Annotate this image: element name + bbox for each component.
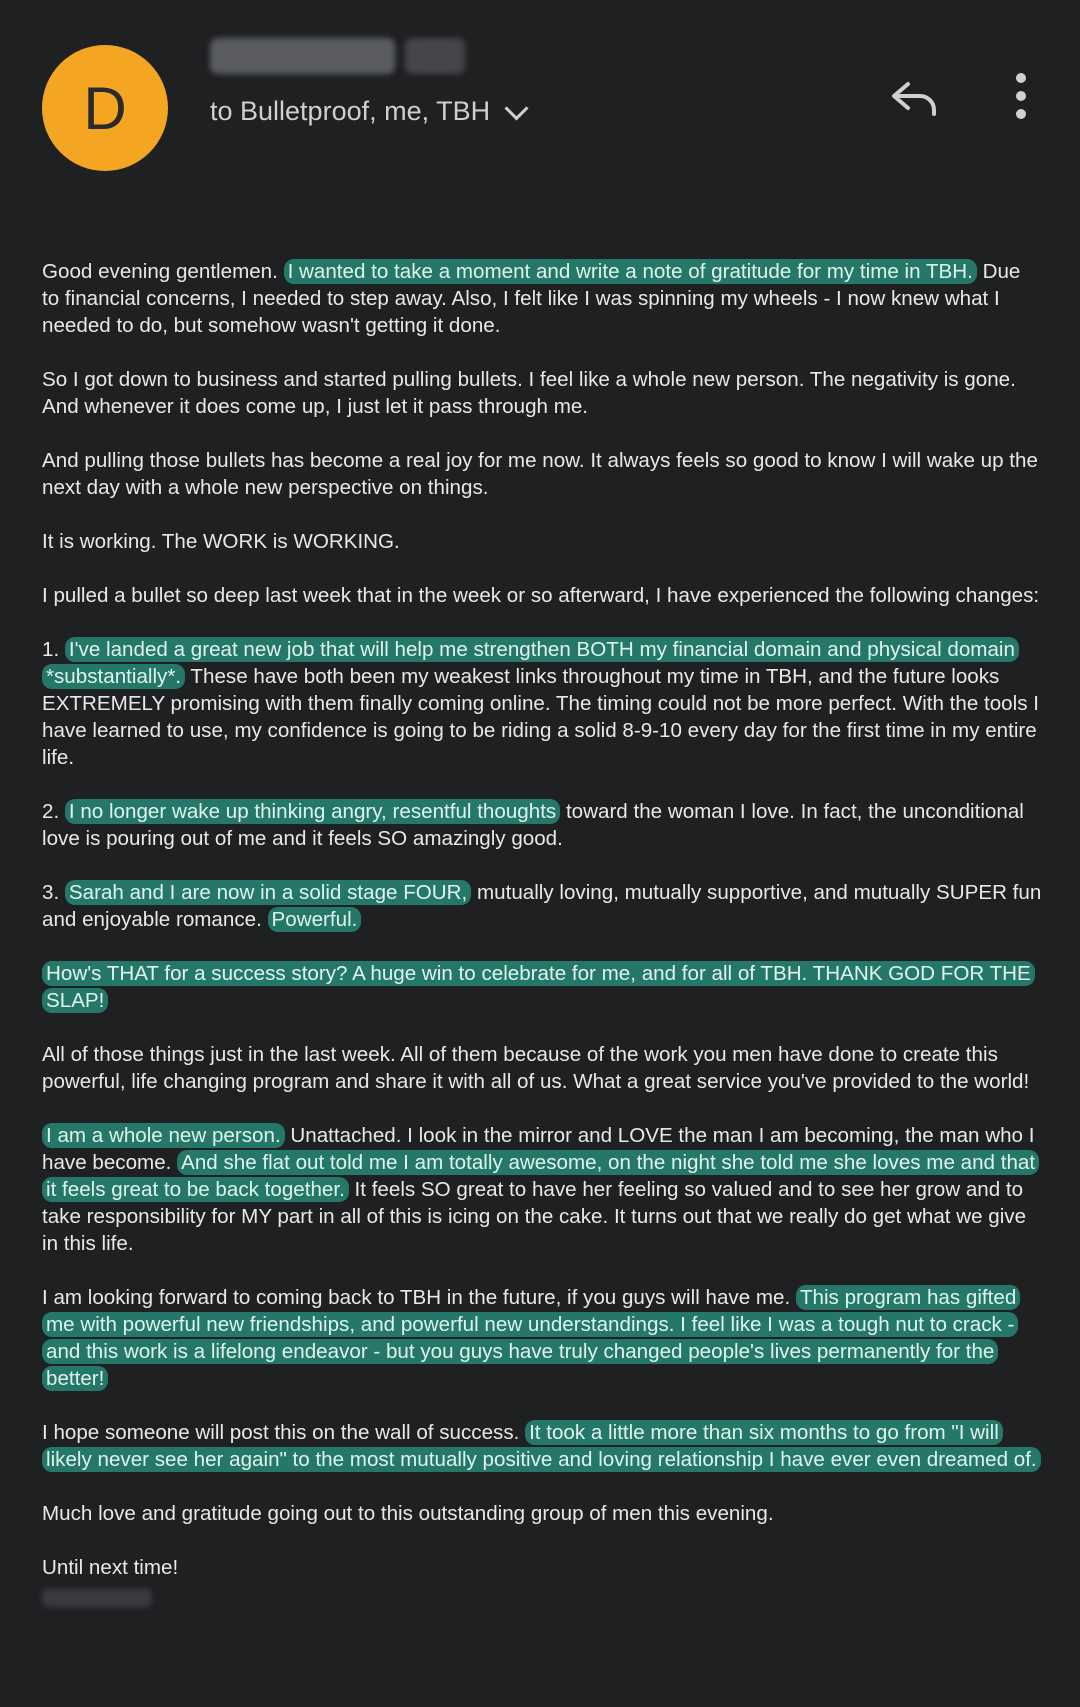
highlight: How's THAT for a success story? A huge win to celebrate for me, and for all of TBH. THANK GOD FOR THE SLAP! — [42, 961, 1035, 1013]
highlight: This program has gifted me with powerful new friendships, and powerful new understandings. I feel like I was a tough nut to crack - and this work is a lifelong endeavor - but you guys have truly changed people's lives permanently for the better! — [42, 1285, 1020, 1391]
paragraph-11: I am a whole new person. Unattached. I look in the mirror and LOVE the man I am becoming, the man who I have become. And she flat out told me I am totally awesome, on the night she told me she loves me and that it feels great to be back together. It feels SO great to have her feeling so valued and to see her grow and to take responsibility for MY part in all of this is icing on the cake. It turns out that we really do get what we give in this life. — [42, 1122, 1042, 1257]
paragraph-14: Much love and gratitude going out to this outstanding group of men this evening. — [42, 1502, 774, 1525]
highlight: Powerful. — [268, 907, 362, 932]
paragraph-9 — [42, 960, 1042, 1014]
paragraph-10: All of those things just in the last week. All of them because of the work you men have done to create this powerful, life changing program and share it with all of us. What a great service you've provided to the world! — [42, 1043, 1030, 1093]
highlight: And she flat out told me I am totally awesome, on the night she told me she loves me and that it feels great to be back together. — [42, 1150, 1039, 1202]
signature-redacted — [42, 1589, 152, 1607]
highlight: I am a whole new person. — [42, 1123, 285, 1148]
paragraph-13: I hope someone will post this on the wall of success. It took a little more than six months to go from "I will likely never see her again" to the most mutually positive and loving relationship I have ever even dreamed of. — [42, 1419, 1042, 1473]
list-item-2: 2. I no longer wake up thinking angry, resentful thoughts toward the woman I love. In fact, the unconditional love is pouring out of me and it feels SO amazingly good. — [42, 800, 1024, 850]
paragraph-1: Good evening gentlemen. I wanted to take a moment and write a note of gratitude for my time in TBH. Due to financial concerns, I needed to step away. Also, I felt like I was spinning my wheels - I now knew what I needed to do, but somehow wasn't getting it done. — [42, 260, 1021, 337]
paragraph-2: So I got down to business and started pulling bullets. I feel like a whole new person. The negativity is gone. And whenever it does come up, I just let it pass through me. — [42, 368, 1016, 418]
paragraph-3: And pulling those bullets has become a real joy for me now. It always feels so good to know I will wake up the next day with a whole new perspective on things. — [42, 449, 1038, 499]
redaction-block — [405, 38, 465, 74]
highlight: Sarah and I are now in a solid stage FOUR, — [65, 880, 471, 905]
reply-icon[interactable] — [890, 78, 940, 118]
redaction-block — [210, 38, 395, 74]
highlight: I no longer wake up thinking angry, resentful thoughts — [65, 799, 560, 824]
highlight: It took a little more than six months to go from "I will likely never see her again" to the most mutually positive and loving relationship I have ever even dreamed of. — [42, 1420, 1041, 1472]
more-vert-icon[interactable] — [1010, 72, 1032, 122]
chevron-down-icon[interactable] — [505, 96, 529, 120]
highlight: I've landed a great new job that will help me strengthen BOTH my financial domain and physical domain *substantially*. — [42, 637, 1019, 689]
paragraph-15: Until next time! — [42, 1556, 179, 1579]
recipients-line[interactable] — [210, 96, 525, 127]
highlight: I wanted to take a moment and write a note of gratitude for my time in TBH. — [284, 259, 977, 284]
email-body — [42, 258, 1042, 1614]
paragraph-12: I am looking forward to coming back to TBH in the future, if you guys will have me. This program has gifted me with powerful new friendships, and powerful new understandings. I feel like I was a tough nut to crack - and this work is a lifelong endeavor - but you guys have truly changed people's lives permanently for the better! — [42, 1284, 1042, 1392]
email-header — [0, 0, 1080, 200]
recipients-text: to Bulletproof, me, TBH — [210, 96, 491, 126]
list-item-1: 1. I've landed a great new job that will help me strengthen BOTH my financial domain and physical domain *substantially*. These have both been my weakest links throughout my time in TBH, and the future looks EXTREMELY promising with them finally coming online. The timing could not be more perfect. With the tools I have learned to use, my confidence is going to be riding a solid 8-9-10 every day for the first time in my entire life. — [42, 638, 1039, 769]
list-item-3: 3. Sarah and I are now in a solid stage FOUR, mutually loving, mutually supportive, and mutually SUPER fun and enjoyable romance. Powerful. — [42, 881, 1042, 931]
paragraph-4: It is working. The WORK is WORKING. — [42, 530, 400, 553]
sender-name-redacted — [210, 38, 465, 76]
sender-avatar[interactable]: D — [42, 45, 168, 171]
paragraph-5: I pulled a bullet so deep last week that in the week or so afterward, I have experienced the following changes: — [42, 584, 1040, 607]
